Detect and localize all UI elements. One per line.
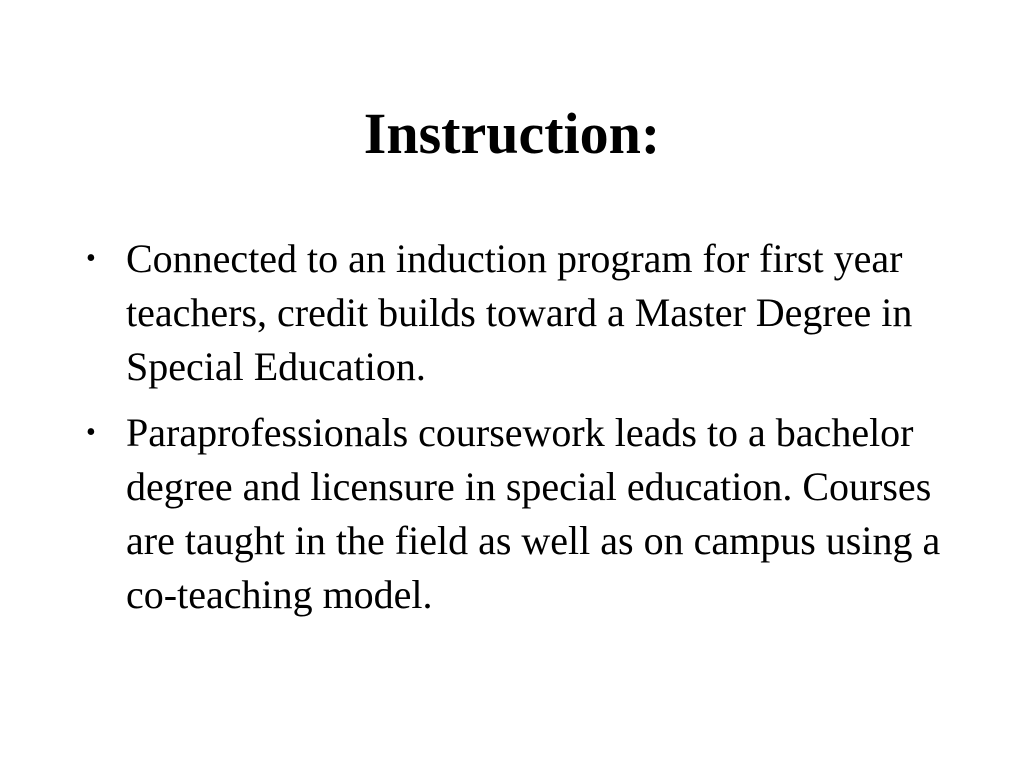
bullet-text-2: Paraprofessionals coursework leads to a bachelor degree and licensure in special education. Courses are taught in the field as well as on campus using a co-teaching model. [126,410,941,617]
bullet-list [84,232,964,634]
bullet-item-1 [84,232,964,394]
bullet-icon: • [86,417,96,448]
bullet-text-1: Connected to an induction program for first year teachers, credit builds toward a Master Degree in Special Education. [126,236,913,389]
bullet-item-2 [84,406,964,622]
slide-title: Instruction: [363,101,661,166]
bullet-icon: • [86,243,96,274]
